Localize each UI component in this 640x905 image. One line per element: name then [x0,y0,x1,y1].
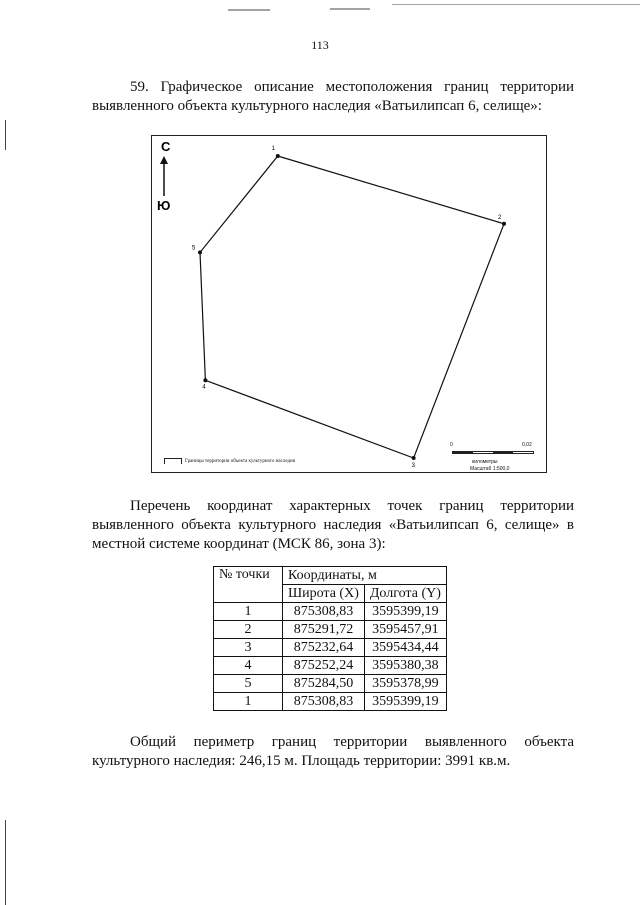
scale-unit: километры [472,459,498,465]
scan-artifact [392,4,640,5]
section-heading-text: Графическое описание местоположения границ территории выявленного объекта культурного наследия «Ватьилипсап 6, селище»: [92,79,574,114]
boundary-vertex-label: 5 [192,245,196,252]
row-point: 1 [214,693,283,711]
north-arrow-icon [160,156,168,164]
column-header-point: № точки [214,567,283,603]
boundary-vertex-label: 4 [202,384,206,391]
coordinates-table [213,566,447,711]
row-point: 1 [214,603,283,621]
scale-bar [452,451,534,454]
boundary-vertex [502,222,506,226]
scan-artifact [228,9,270,11]
scan-artifact [330,8,370,10]
section-heading [92,78,574,116]
scale-end-label: 0,02 [522,442,532,448]
coords-intro: Перечень координат характерных точек границ территории выявленного объекта культурного наследия «Ватьилипсап 6, селище» в местной системе координат (МСК 86, зона 3): [92,498,574,552]
row-point: 3 [214,639,283,657]
page-number: 113 [311,38,329,52]
row-y: 3595399,19 [364,693,446,711]
boundary-vertex [276,154,280,158]
table-row [214,675,447,693]
legend-text: Границы территории объекта культурного наследия [185,458,296,464]
row-y: 3595399,19 [364,603,446,621]
north-label: С [161,139,171,154]
column-header-y: Долгота (Y) [364,585,446,603]
boundary-vertex [412,456,416,460]
row-y: 3595434,44 [364,639,446,657]
row-x: 875308,83 [283,603,365,621]
table-header-row [214,567,447,585]
scan-margin-line [5,120,6,150]
scale-ratio: Масштаб 1:500,0 [470,466,510,472]
row-y: 3595378,99 [364,675,446,693]
row-y: 3595457,91 [364,621,446,639]
south-label: Ю [157,198,171,213]
boundary-map-canvas [152,136,548,474]
table-row [214,639,447,657]
territory-boundary-line [200,156,504,458]
column-header-x: Широта (X) [283,585,365,603]
table-row [214,693,447,711]
summary-paragraph: Общий периметр границ территории выявленного объекта культурного наследия: 246,15 м. Площадь территории: 3991 кв.м. [92,734,574,769]
boundary-vertex-label: 3 [411,463,415,469]
boundary-map [151,135,547,473]
row-x: 875252,24 [283,657,365,675]
boundary-vertex-label: 2 [498,214,502,221]
row-x: 875291,72 [283,621,365,639]
scan-margin-line [5,820,6,905]
boundary-vertex-label: 1 [271,146,276,152]
table-row [214,603,447,621]
boundary-vertex [198,250,202,254]
boundary-vertex [203,378,207,382]
row-y: 3595380,38 [364,657,446,675]
map-legend [164,458,295,464]
column-header-coords: Координаты, м [283,567,447,585]
legend-boundary-swatch [164,458,182,464]
table-row [214,657,447,675]
row-x: 875232,64 [283,639,365,657]
scale-start-label: 0 [450,442,453,448]
row-x: 875284,50 [283,675,365,693]
row-point: 2 [214,621,283,639]
row-point: 5 [214,675,283,693]
table-row [214,621,447,639]
section-number: 59. [130,79,149,95]
row-x: 875308,83 [283,693,365,711]
row-point: 4 [214,657,283,675]
